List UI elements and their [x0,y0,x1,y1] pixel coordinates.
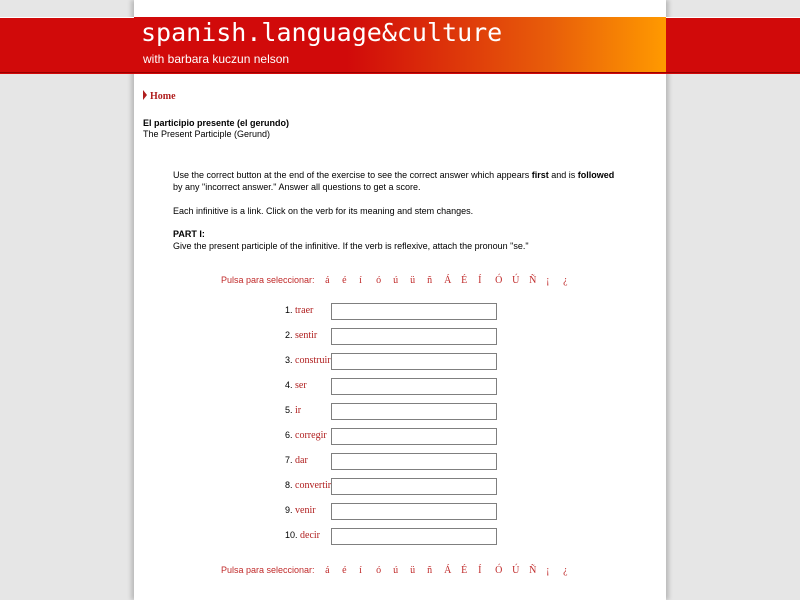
verb-link[interactable]: ir [295,405,302,416]
accent-char-button[interactable]: Í [478,275,482,286]
instructions-paragraph [173,169,618,193]
question-label [285,355,331,366]
accent-char-button[interactable]: Á [444,275,452,286]
question-label [285,305,313,316]
question-label [285,455,308,466]
accent-char-button[interactable]: ü [410,275,416,286]
question-label [285,430,327,441]
instructions-text-2: and is [548,170,578,180]
question-number: 1. [285,305,293,315]
verb-link[interactable]: decir [300,530,321,541]
accent-char-button[interactable]: ñ [427,565,433,576]
verb-link[interactable]: traer [295,305,314,316]
page-top [134,0,666,17]
question-number: 7. [285,455,293,465]
accent-picker-top [221,275,580,286]
verb-link[interactable]: corregir [295,430,327,441]
question-number: 3. [285,355,293,365]
answer-input[interactable] [331,403,497,420]
accent-char-button[interactable]: Í [478,565,482,576]
answer-input[interactable] [331,378,497,395]
accent-char-button[interactable]: É [461,275,468,286]
answer-input[interactable] [331,503,497,520]
verb-link[interactable]: dar [295,455,308,466]
accent-char-button[interactable]: ó [376,565,382,576]
accent-char-button[interactable]: ¿ [563,275,568,286]
question-number: 10. [285,530,298,540]
accent-char-button[interactable]: ó [376,275,382,286]
lesson-title: El participio presente (el gerundo) [143,118,290,128]
accent-char-button[interactable]: ¡ [546,275,550,286]
accent-char-button[interactable]: É [461,565,468,576]
accent-char-button[interactable]: Ú [512,275,520,286]
answer-input[interactable] [331,428,497,445]
accent-char-button[interactable]: ú [393,565,399,576]
question-label [285,530,320,541]
accent-char-button[interactable]: Ó [495,565,503,576]
verb-link[interactable]: convertir [295,480,332,491]
answer-input[interactable] [331,303,497,320]
question-label [285,480,331,491]
question-label [285,405,301,416]
question-number: 6. [285,430,293,440]
accent-picker-label: Pulsa para seleccionar: [221,565,315,575]
answer-input[interactable] [331,353,497,370]
accent-picker-label: Pulsa para seleccionar: [221,275,315,285]
accent-char-button[interactable]: í [359,565,362,576]
accent-char-button[interactable]: í [359,275,362,286]
home-link[interactable] [143,90,176,102]
verb-link[interactable]: ser [295,380,307,391]
accent-char-button[interactable]: ñ [427,275,433,286]
lesson-subtitle: The Present Participle (Gerund) [143,129,271,139]
question-number: 8. [285,480,293,490]
answer-input[interactable] [331,528,497,545]
site-subtitle: with barbara kuczun nelson [143,52,290,66]
home-link-label: Home [150,91,176,102]
accent-char-button[interactable]: ¡ [546,565,550,576]
answer-input[interactable] [331,328,497,345]
instructions-bold-followed: followed [577,170,615,180]
link-note: Each infinitive is a link. Click on the verb for its meaning and stem changes. [173,206,474,216]
site-title: spanish.language&culture [141,18,503,47]
instructions-text-1: Use the correct button at the end of the exercise to see the correct answer which appears [173,170,532,180]
part-instructions: Give the present participle of the infinitive. If the verb is reflexive, attach the pronoun "se." [173,241,529,251]
question-label [285,505,316,516]
accent-char-button[interactable]: Ú [512,565,520,576]
accent-char-button[interactable]: ¿ [563,565,568,576]
part-title: PART I: [173,229,205,239]
question-number: 4. [285,380,293,390]
accent-char-button[interactable]: é [342,565,347,576]
triangle-right-icon [143,90,147,100]
verb-link[interactable]: construir [295,355,331,366]
answer-input[interactable] [331,478,497,495]
question-number: 9. [285,505,293,515]
question-label [285,380,307,391]
accent-char-button[interactable]: Á [444,565,452,576]
header-divider [0,72,800,73]
accent-char-button[interactable]: Ñ [529,275,537,286]
accent-char-button[interactable]: é [342,275,347,286]
verb-link[interactable]: sentir [295,330,318,341]
accent-char-button[interactable]: ú [393,275,399,286]
instructions-text-3: by any "incorrect answer." Answer all questions to get a score. [173,182,421,192]
question-label [285,330,317,341]
accent-char-button[interactable]: Ó [495,275,503,286]
verb-link[interactable]: venir [295,505,316,516]
question-number: 5. [285,405,293,415]
accent-char-button[interactable]: ü [410,565,416,576]
question-number: 2. [285,330,293,340]
accent-picker-bottom [221,565,580,576]
accent-char-button[interactable]: á [325,565,330,576]
accent-char-button[interactable]: á [325,275,330,286]
answer-input[interactable] [331,453,497,470]
accent-char-button[interactable]: Ñ [529,565,537,576]
instructions-bold-first: first [531,170,549,180]
